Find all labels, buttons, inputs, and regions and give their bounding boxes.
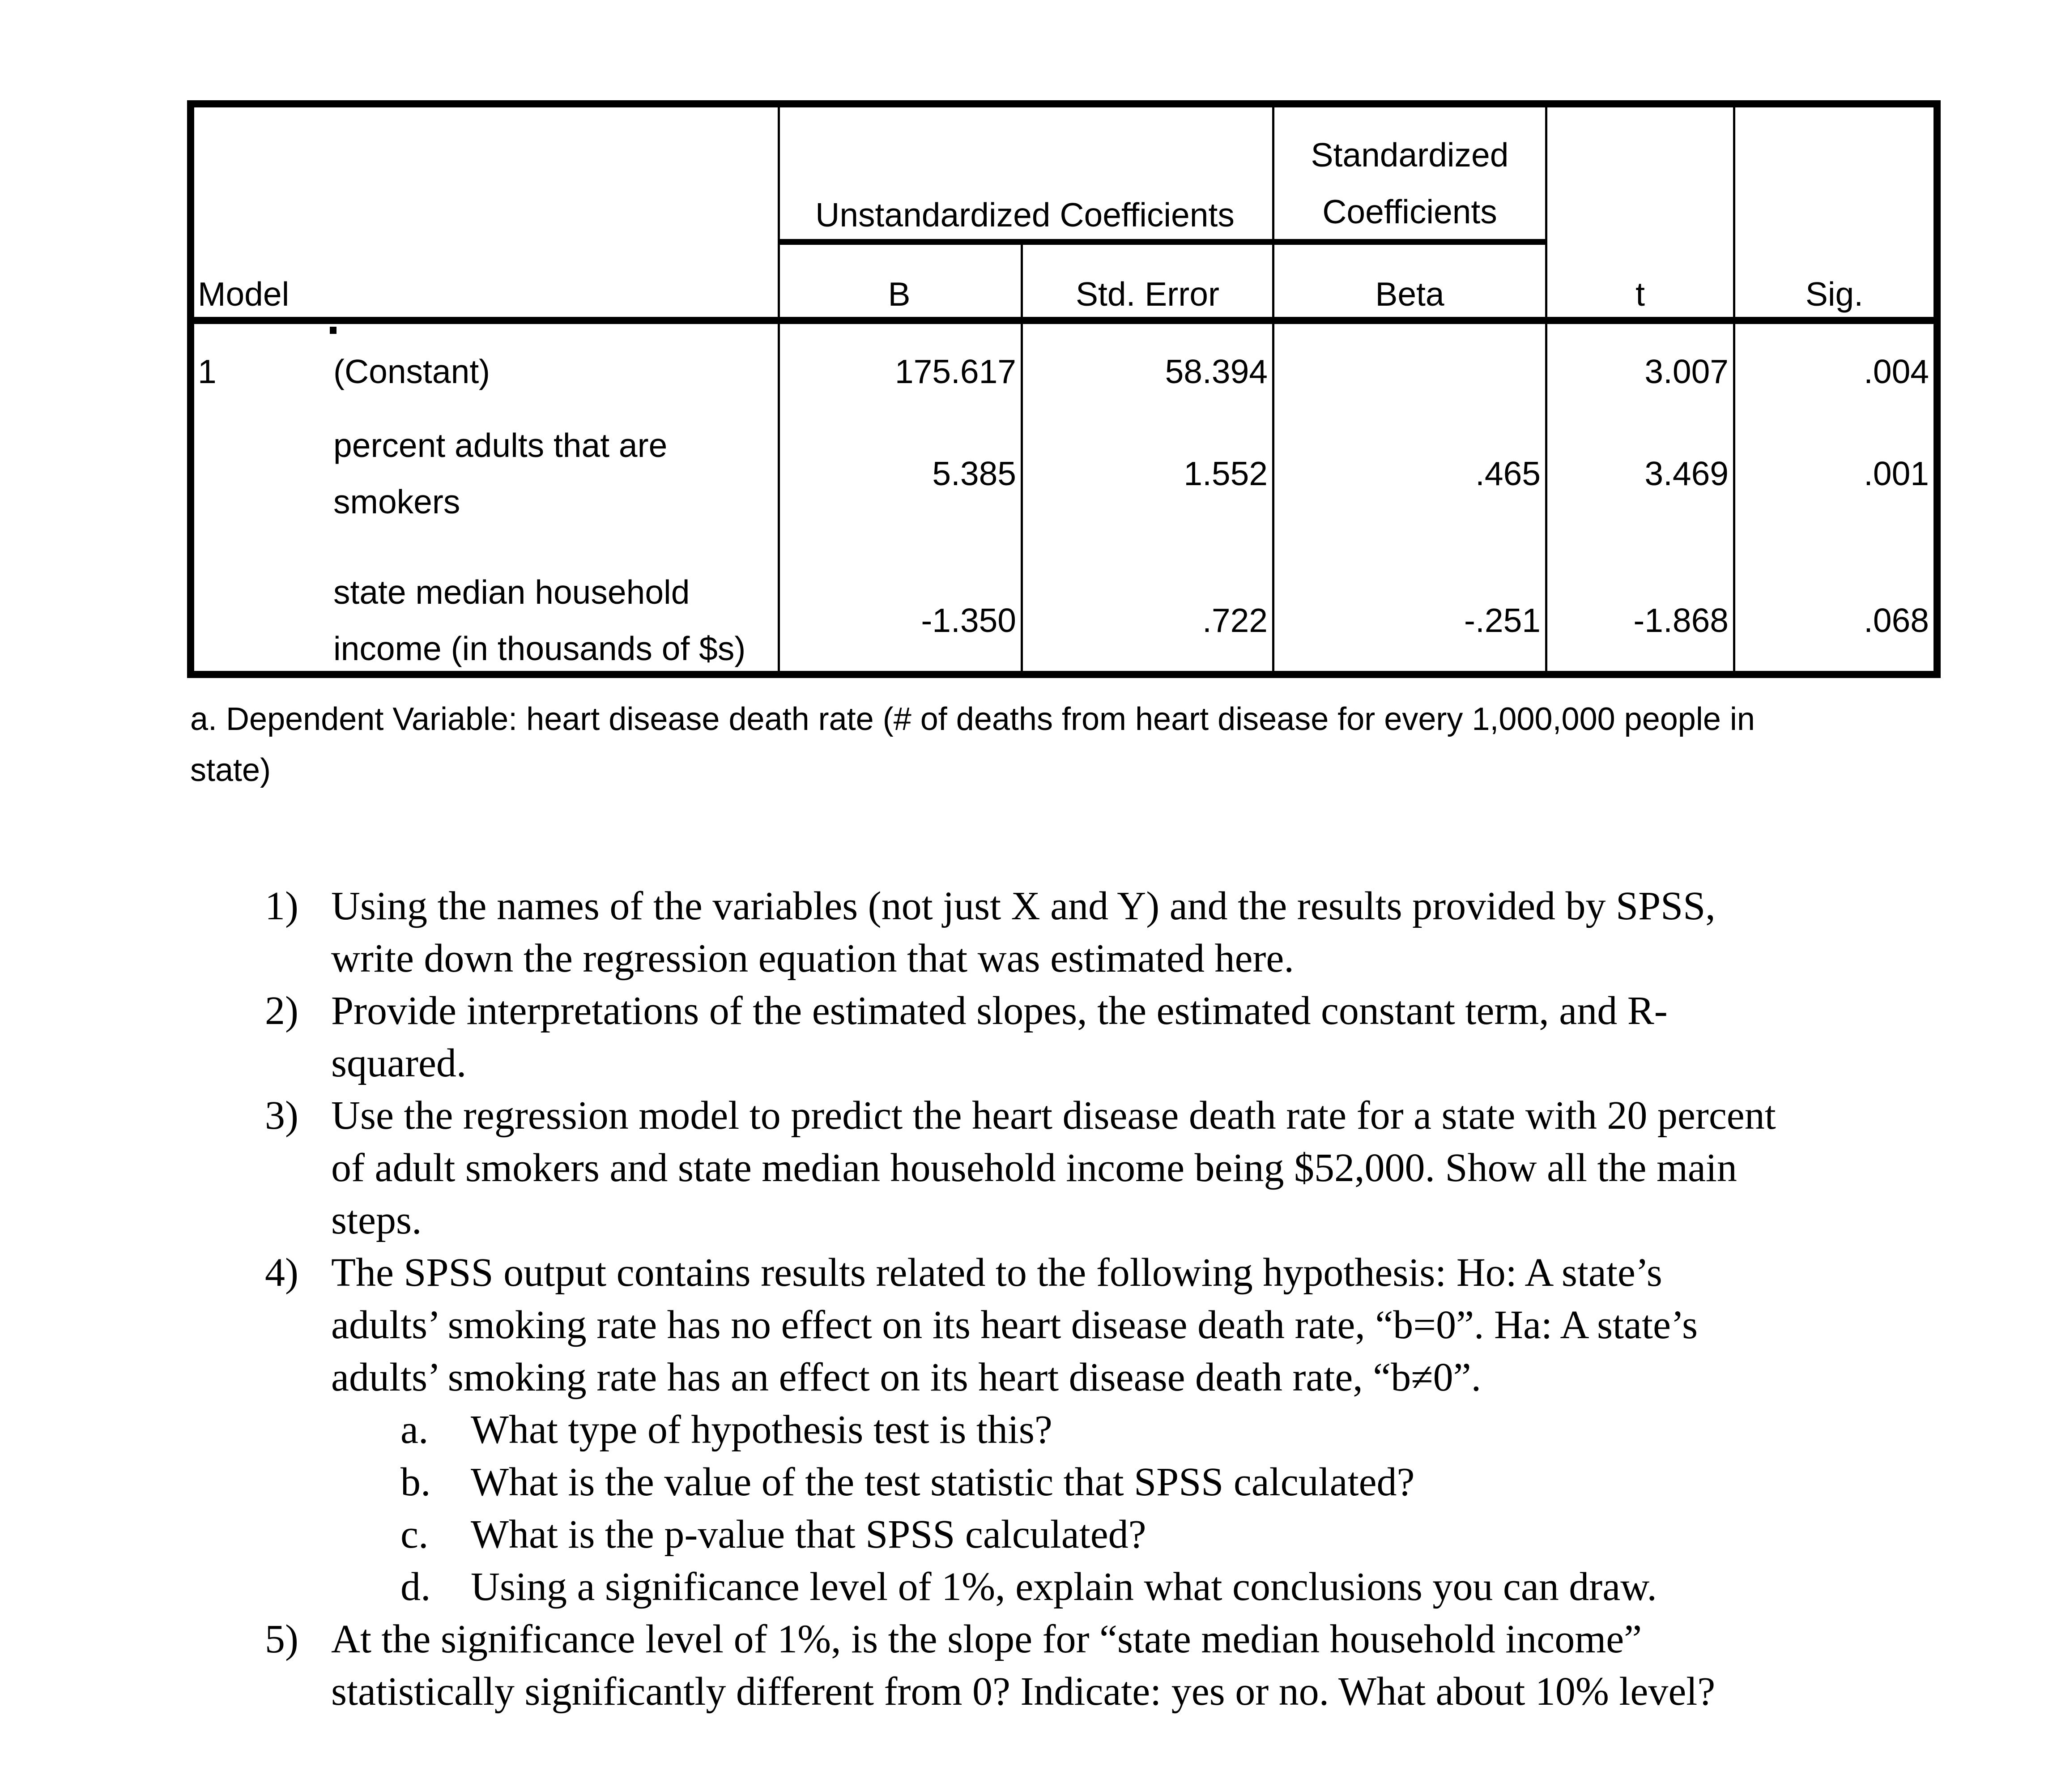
unstandardized-group-underline — [778, 239, 1274, 245]
value-std_error: 58.394 — [1165, 353, 1268, 390]
question-marker: 3) — [265, 1093, 298, 1138]
question-line — [0, 1089, 2057, 1142]
value-b: 175.617 — [894, 353, 1016, 390]
question-marker: 1) — [265, 884, 298, 928]
question-line — [0, 1194, 2057, 1246]
question-marker: d. — [400, 1565, 431, 1609]
row-label-line: income (in thousands of $s) — [333, 630, 746, 667]
question-line — [0, 1246, 2057, 1299]
value-sig: .068 — [1864, 602, 1929, 639]
coefficients-table — [187, 100, 1941, 678]
model-column-header: Model — [198, 275, 290, 313]
question-line — [0, 880, 2057, 932]
model-number: 1 — [198, 353, 217, 390]
b-column-header: B — [888, 275, 911, 313]
question-text: squared. — [331, 1041, 467, 1085]
question-text: What is the p-value that SPSS calculated? — [471, 1512, 1146, 1557]
question-text: Provide interpretations of the estimated slopes, the estimated constant term, and R- — [331, 989, 1668, 1033]
header-bottom-rule — [194, 317, 1933, 324]
question-text: The SPSS output contains results related to the following hypothesis: Ho: A state’s — [331, 1250, 1662, 1295]
value-b: -1.350 — [921, 602, 1016, 639]
unstandardized-coefficients-group-header: Unstandardized Coefficients — [815, 196, 1235, 234]
value-b: 5.385 — [932, 455, 1016, 492]
standardized-group-underline — [1272, 239, 1547, 245]
question-marker: c. — [400, 1512, 429, 1557]
question-text: statistically significantly different from 0? Indicate: yes or no. What about 10% level? — [331, 1669, 1716, 1714]
value-sig: .004 — [1864, 353, 1929, 390]
question-line — [0, 1508, 2057, 1561]
value-t: -1.868 — [1633, 602, 1729, 639]
question-line — [0, 1142, 2057, 1194]
question-line — [0, 1037, 2057, 1089]
footnote-line: state) — [190, 752, 271, 788]
question-line — [0, 1351, 2057, 1404]
value-t: 3.469 — [1644, 455, 1729, 492]
question-text: At the significance level of 1%, is the slope for “state median household income” — [331, 1617, 1642, 1661]
question-text: adults’ smoking rate has an effect on its heart disease death rate, “b≠0”. — [331, 1355, 1482, 1399]
question-text: What type of hypothesis test is this? — [471, 1408, 1052, 1452]
question-text: Using the names of the variables (not just X and Y) and the results provided by SPSS, — [331, 884, 1716, 928]
value-sig: .001 — [1864, 455, 1929, 492]
beta-column-header: Beta — [1375, 275, 1444, 313]
sig-column-header: Sig. — [1805, 275, 1864, 313]
question-text: of adult smokers and state median household income being $52,000. Show all the main — [331, 1146, 1737, 1190]
question-text: Using a significance level of 1%, explain what conclusions you can draw. — [471, 1565, 1657, 1609]
question-line — [0, 1665, 2057, 1718]
question-text: What is the value of the test statistic that SPSS calculated? — [471, 1460, 1415, 1504]
question-text: steps. — [331, 1198, 422, 1242]
standardized-coefficients-group-header-line1: Standardized — [1311, 136, 1509, 174]
std-error-column-header: Std. Error — [1076, 275, 1219, 313]
question-line — [0, 1456, 2057, 1508]
row-label-line: percent adults that are — [333, 427, 668, 464]
question-marker: b. — [400, 1460, 431, 1504]
question-line — [0, 985, 2057, 1037]
question-marker: a. — [400, 1408, 429, 1452]
scan-artifact-dot — [330, 327, 336, 334]
standardized-coefficients-group-header-line2: Coefficients — [1322, 193, 1497, 230]
table-footnote — [190, 694, 1755, 796]
question-marker: 5) — [265, 1617, 298, 1661]
value-beta: .465 — [1475, 455, 1541, 492]
question-line — [0, 1613, 2057, 1665]
value-std_error: .722 — [1202, 602, 1268, 639]
row-label-line: (Constant) — [333, 353, 490, 390]
questions-block — [0, 880, 2057, 1718]
row-label-line: state median household — [333, 573, 690, 611]
question-text: adults’ smoking rate has no effect on its heart disease death rate, “b=0”. Ha: A state’s — [331, 1303, 1698, 1347]
question-marker: 4) — [265, 1250, 298, 1295]
value-t: 3.007 — [1644, 353, 1729, 390]
question-text: write down the regression equation that was estimated here. — [331, 936, 1294, 981]
question-line — [0, 1561, 2057, 1613]
question-marker: 2) — [265, 989, 298, 1033]
value-std_error: 1.552 — [1184, 455, 1268, 492]
footnote-line: a. Dependent Variable: heart disease death rate (# of deaths from heart disease for every 1,000,000 people in — [190, 701, 1755, 737]
question-line — [0, 932, 2057, 985]
value-beta: -.251 — [1464, 602, 1541, 639]
t-column-header: t — [1635, 275, 1645, 313]
row-label-line: smokers — [333, 483, 460, 521]
question-line — [0, 1404, 2057, 1456]
question-line — [0, 1299, 2057, 1351]
question-text: Use the regression model to predict the heart disease death rate for a state with 20 percent — [331, 1093, 1776, 1138]
